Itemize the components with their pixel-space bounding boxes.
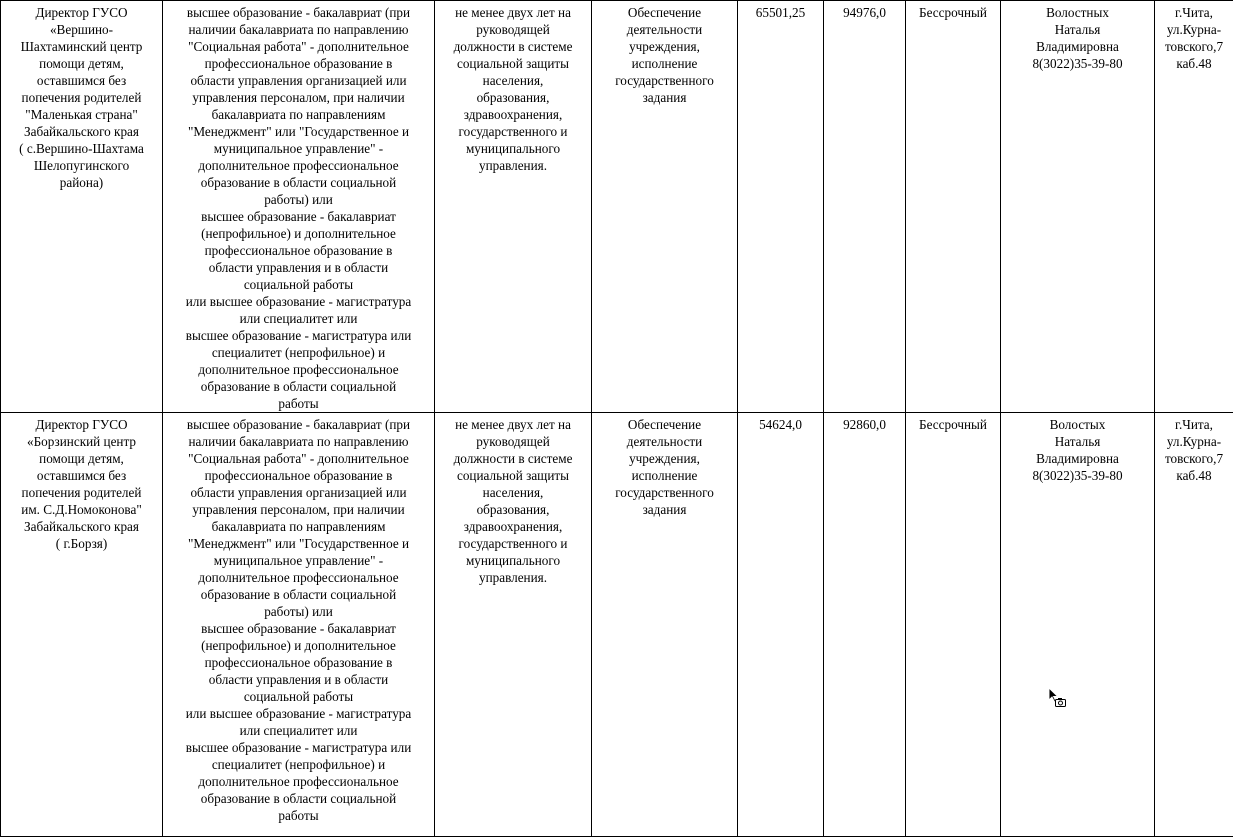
cell-text-line: каб.48 (1157, 55, 1231, 72)
education-requirements-cell (163, 413, 435, 837)
cell-text-line: высшее образование - магистратура или (165, 739, 432, 756)
table-row (1, 1, 1233, 413)
cell-text-line: 8(3022)35-39-80 (1003, 467, 1152, 484)
cell-text-line: образования, (437, 89, 589, 106)
cell-text-line: высшее образование - бакалавриат (при (165, 416, 432, 433)
experience-requirements-cell (435, 1, 592, 413)
cell-text-line: Директор ГУСО (3, 416, 160, 433)
cell-text-line: должности в системе (437, 38, 589, 55)
cell-text-line: профессиональное образование в (165, 654, 432, 671)
cell-text-line: населения, (437, 484, 589, 501)
contract-term-cell: Бессрочный (906, 413, 1001, 837)
cell-text-line: оставшимся без (3, 72, 160, 89)
salary-min-cell: 65501,25 (738, 1, 824, 413)
cell-text-line: "Менеджмент" или "Государственное и (165, 535, 432, 552)
cell-text-line: социальной защиты (437, 467, 589, 484)
cell-text-line: "Маленькая страна" (3, 106, 160, 123)
cell-text-line: «Борзинский центр (3, 433, 160, 450)
mouse-pointer-camera-icon (1048, 687, 1068, 709)
cell-text-line: управления персоналом, при наличии (165, 501, 432, 518)
cell-text-line: социальной работы (165, 276, 432, 293)
cell-text-line: работы (165, 807, 432, 824)
duties-cell (592, 413, 738, 837)
cell-text-line: ул.Курна- (1157, 21, 1231, 38)
cell-text-line: или специалитет или (165, 310, 432, 327)
cell-text-line: задания (594, 89, 735, 106)
cell-text-line: области управления и в области (165, 259, 432, 276)
cell-text-line: Забайкальского края (3, 518, 160, 535)
cell-text-line: не менее двух лет на (437, 4, 589, 21)
cell-text-line: области управления и в области (165, 671, 432, 688)
cell-text-line: работы) или (165, 603, 432, 620)
cell-text-line: им. С.Д.Номоконова" (3, 501, 160, 518)
cell-text-line: высшее образование - бакалавриат (165, 620, 432, 637)
cell-text-line: учреждения, (594, 450, 735, 467)
cell-text-line: "Социальная работа" - дополнительное (165, 450, 432, 467)
organization-cell (1, 1, 163, 413)
cell-text-line: помощи детям, (3, 55, 160, 72)
cell-text-line: специалитет (непрофильное) и (165, 344, 432, 361)
cell-text-line: г.Чита, (1157, 416, 1231, 433)
cell-text-line: Обеспечение (594, 416, 735, 433)
cell-text-line: муниципального (437, 140, 589, 157)
cell-text-line: исполнение (594, 55, 735, 72)
cell-text-line: "Менеджмент" или "Государственное и (165, 123, 432, 140)
cell-text-line: дополнительное профессиональное (165, 773, 432, 790)
cell-text-line: должности в системе (437, 450, 589, 467)
cell-text-line: Шелопугинского (3, 157, 160, 174)
cell-text-line: работы) или (165, 191, 432, 208)
cell-text-line: Наталья (1003, 21, 1152, 38)
cell-text-line: высшее образование - бакалавриат (165, 208, 432, 225)
cell-text-line: управления. (437, 569, 589, 586)
cell-text-line: бакалавриата по направлениям (165, 518, 432, 535)
cell-text-line: социальной работы (165, 688, 432, 705)
cell-text-line: помощи детям, (3, 450, 160, 467)
cell-text-line: здравоохранения, (437, 106, 589, 123)
experience-requirements-cell (435, 413, 592, 837)
cell-text-line: учреждения, (594, 38, 735, 55)
education-requirements-cell (163, 1, 435, 413)
table-row (1, 413, 1233, 837)
cell-text-line: или высшее образование - магистратура (165, 705, 432, 722)
cell-text-line: 8(3022)35-39-80 (1003, 55, 1152, 72)
cell-text-line: руководящей (437, 21, 589, 38)
cell-text-line: управления. (437, 157, 589, 174)
cell-text-line: Шахтаминский центр (3, 38, 160, 55)
cell-text-line: образование в области социальной (165, 586, 432, 603)
cell-text-line: профессиональное образование в (165, 467, 432, 484)
cell-text-line: задания (594, 501, 735, 518)
organization-cell (1, 413, 163, 837)
cell-text-line: образование в области социальной (165, 174, 432, 191)
cell-text-line: оставшимся без (3, 467, 160, 484)
cell-text-line: социальной защиты (437, 55, 589, 72)
cell-text-line: муниципального (437, 552, 589, 569)
cell-text-line: государственного (594, 484, 735, 501)
cell-text-line: «Вершино- (3, 21, 160, 38)
cell-text-line: товского,7 (1157, 38, 1231, 55)
cell-text-line: каб.48 (1157, 467, 1231, 484)
cell-text-line: дополнительное профессиональное (165, 361, 432, 378)
cell-text-line: дополнительное профессиональное (165, 569, 432, 586)
cell-text-line: Забайкальского края (3, 123, 160, 140)
cell-text-line: исполнение (594, 467, 735, 484)
address-cell (1155, 1, 1233, 413)
cell-text-line: товского,7 (1157, 450, 1231, 467)
cell-text-line: населения, (437, 72, 589, 89)
cell-text-line: деятельности (594, 21, 735, 38)
cell-text-line: работы (165, 395, 432, 412)
cell-text-line: Владимировна (1003, 450, 1152, 467)
cell-text-line: (непрофильное) и дополнительное (165, 225, 432, 242)
cell-text-line: "Социальная работа" - дополнительное (165, 38, 432, 55)
cell-text-line: области управления организацией или (165, 484, 432, 501)
cell-text-line: специалитет (непрофильное) и (165, 756, 432, 773)
cell-text-line: или высшее образование - магистратура (165, 293, 432, 310)
cell-text-line: ( г.Борзя) (3, 535, 160, 552)
cell-text-line: Волостных (1003, 4, 1152, 21)
contract-term-cell: Бессрочный (906, 1, 1001, 413)
cell-text-line: государственного и (437, 535, 589, 552)
cell-text-line: ( с.Вершино-Шахтама (3, 140, 160, 157)
contact-person-cell (1001, 1, 1155, 413)
cell-text-line: района) (3, 174, 160, 191)
salary-min-cell: 54624,0 (738, 413, 824, 837)
address-cell (1155, 413, 1233, 837)
cell-text-line: управления персоналом, при наличии (165, 89, 432, 106)
cell-text-line: бакалавриата по направлениям (165, 106, 432, 123)
cell-text-line: профессиональное образование в (165, 242, 432, 259)
contact-person-cell (1001, 413, 1155, 837)
cell-text-line: Директор ГУСО (3, 4, 160, 21)
cell-text-line: высшее образование - магистратура или (165, 327, 432, 344)
cell-text-line: наличии бакалавриата по направлению (165, 21, 432, 38)
cell-text-line: государственного и (437, 123, 589, 140)
cell-text-line: ул.Курна- (1157, 433, 1231, 450)
cell-text-line: Волостых (1003, 416, 1152, 433)
duties-cell (592, 1, 738, 413)
cell-text-line: высшее образование - бакалавриат (при (165, 4, 432, 21)
cell-text-line: здравоохранения, (437, 518, 589, 535)
cell-text-line: области управления организацией или (165, 72, 432, 89)
cell-text-line: попечения родителей (3, 484, 160, 501)
cell-text-line: образования, (437, 501, 589, 518)
cell-text-line: дополнительное профессиональное (165, 157, 432, 174)
cell-text-line: или специалитет или (165, 722, 432, 739)
cell-text-line: (непрофильное) и дополнительное (165, 637, 432, 654)
salary-max-cell: 94976,0 (824, 1, 906, 413)
cell-text-line: руководящей (437, 433, 589, 450)
cell-text-line: государственного (594, 72, 735, 89)
cell-text-line: наличии бакалавриата по направлению (165, 433, 432, 450)
cell-text-line: муниципальное управление" - (165, 552, 432, 569)
cell-text-line: образование в области социальной (165, 378, 432, 395)
cell-text-line: не менее двух лет на (437, 416, 589, 433)
cell-text-line: образование в области социальной (165, 790, 432, 807)
cell-text-line: Наталья (1003, 433, 1152, 450)
salary-max-cell: 92860,0 (824, 413, 906, 837)
cell-text-line: муниципальное управление" - (165, 140, 432, 157)
cell-text-line: профессиональное образование в (165, 55, 432, 72)
cell-text-line: Владимировна (1003, 38, 1152, 55)
cell-text-line: деятельности (594, 433, 735, 450)
cell-text-line: попечения родителей (3, 89, 160, 106)
cell-text-line: Обеспечение (594, 4, 735, 21)
cell-text-line: г.Чита, (1157, 4, 1231, 21)
